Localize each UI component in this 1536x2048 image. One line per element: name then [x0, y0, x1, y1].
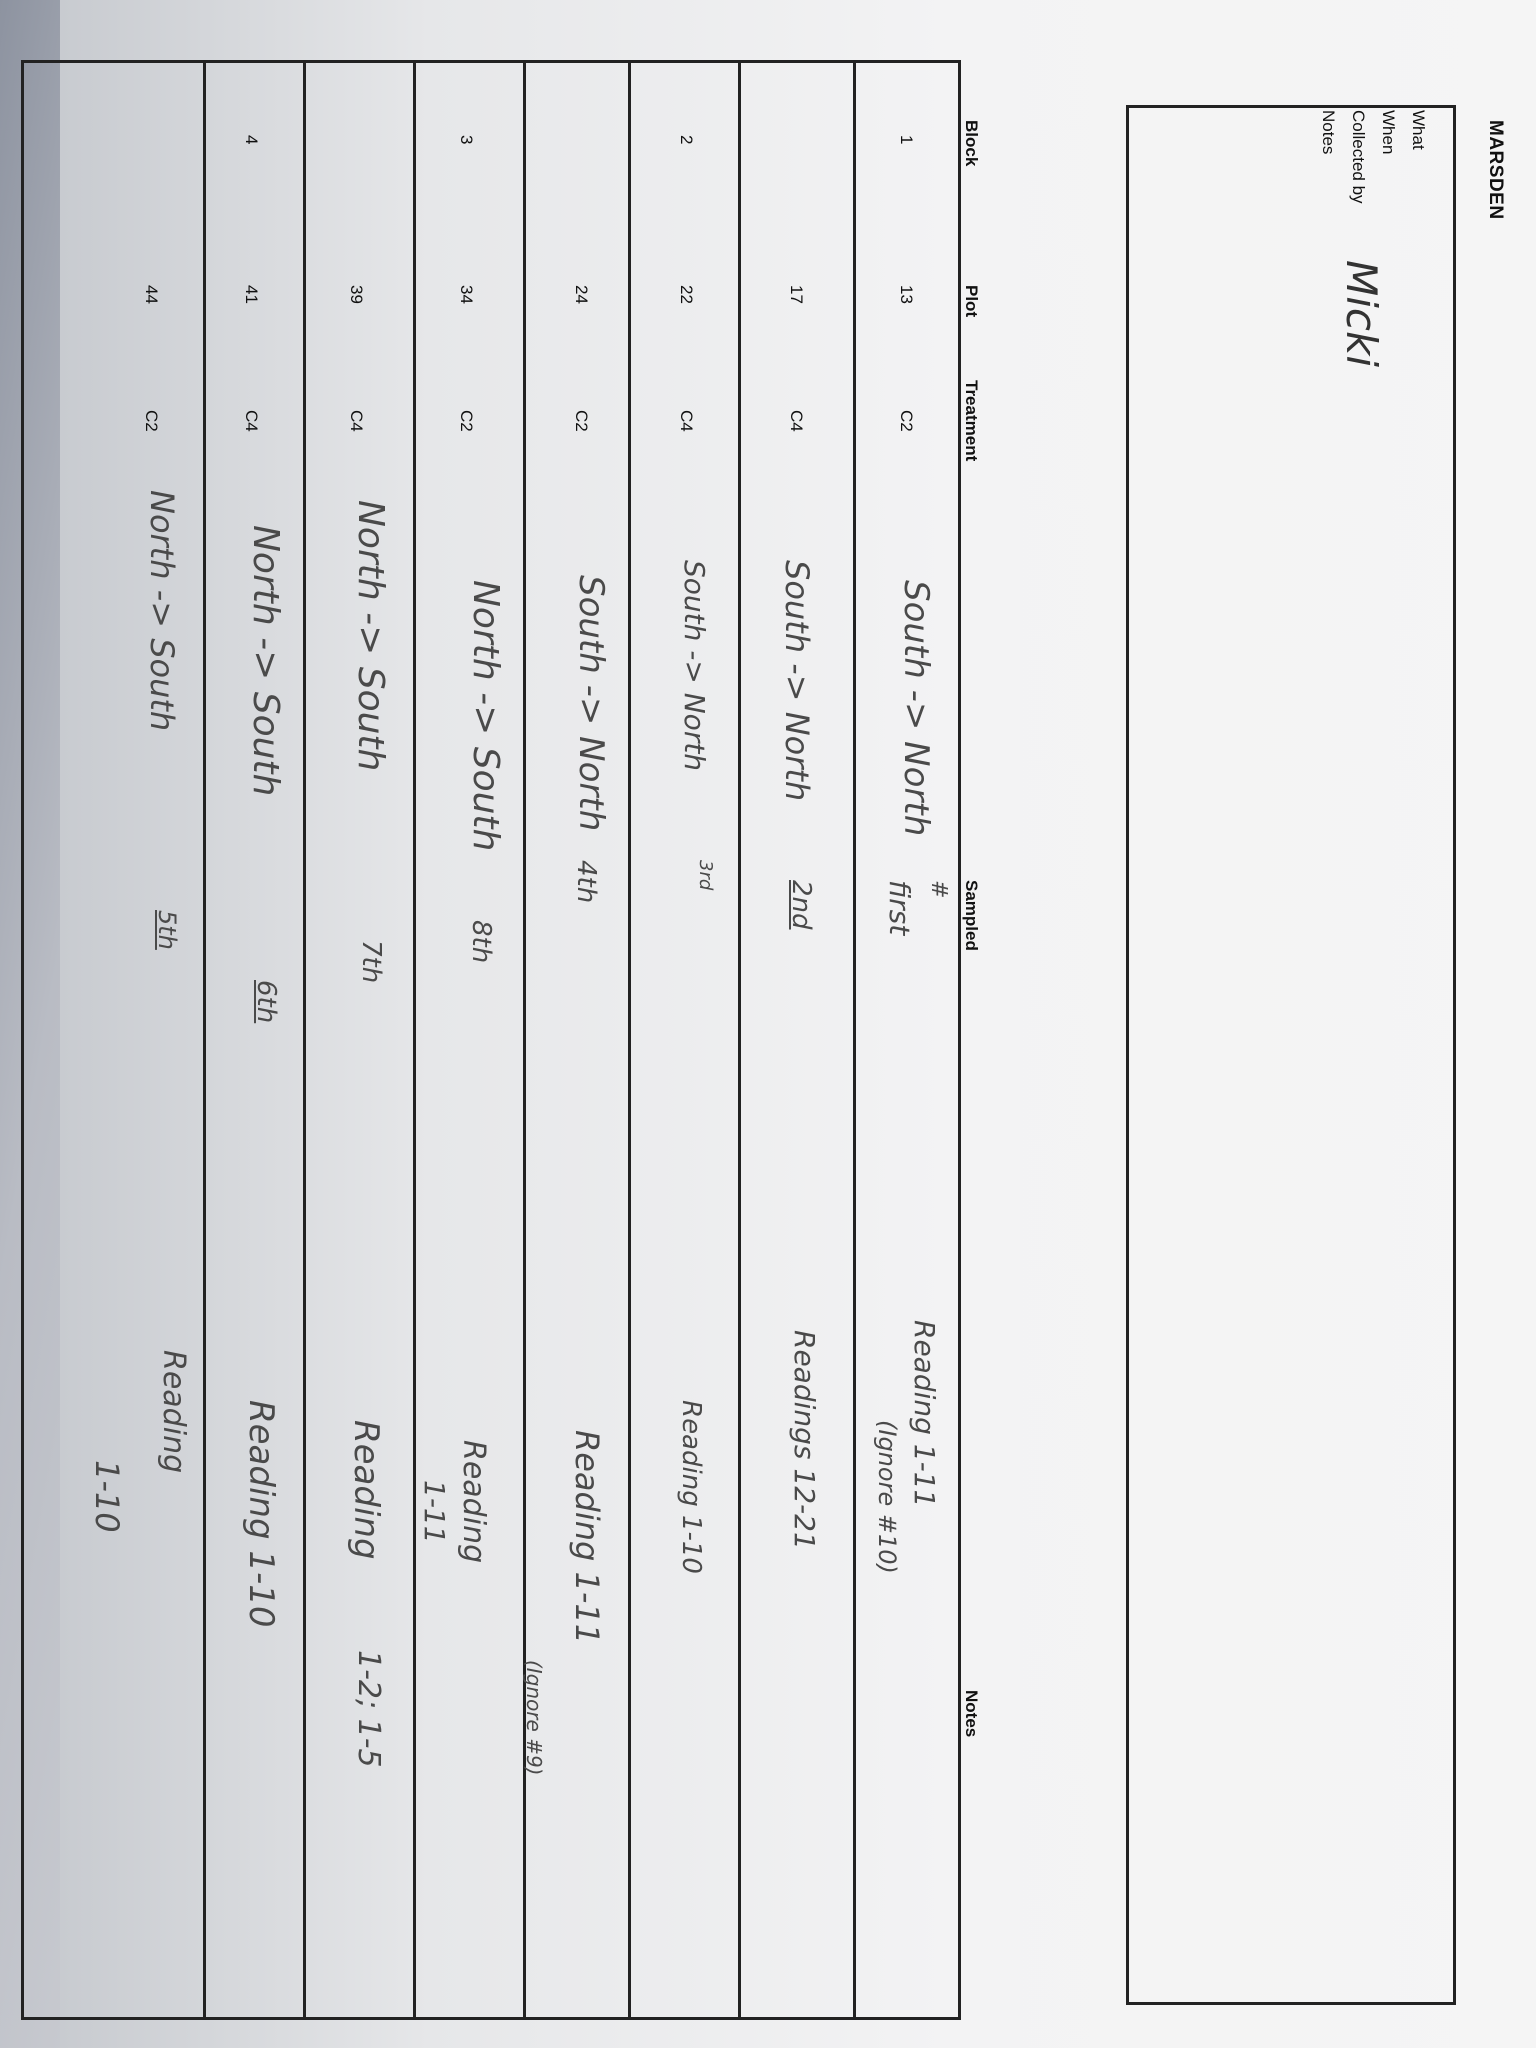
row2-notes: Readings 12-21	[788, 1330, 821, 1550]
row2-order: 2nd	[786, 880, 816, 930]
row2-treatment: C4	[787, 410, 806, 432]
row4-sampled: South -> North	[571, 575, 611, 832]
header-box	[1126, 105, 1456, 2005]
row5-notes2: 1-11	[418, 1480, 451, 1544]
row6-plot: 39	[347, 285, 366, 304]
row3-block: 2	[677, 135, 696, 145]
row8-notes: Reading	[156, 1350, 191, 1474]
row7-notes: Reading 1-10	[241, 1400, 281, 1628]
row4-treatment: C2	[572, 410, 591, 432]
row1-treatment: C2	[897, 410, 916, 432]
row-divider	[738, 60, 741, 2020]
row1-block: 1	[897, 135, 916, 145]
row4-notes: Reading 1-11	[568, 1430, 606, 1645]
row5-plot: 34	[457, 285, 476, 304]
row1-notes: Reading 1-11	[908, 1320, 941, 1508]
collected-by-value: Micki	[1337, 260, 1386, 367]
row5-block: 3	[457, 135, 476, 145]
row-divider	[628, 60, 631, 2020]
row3-notes: Reading 1-10	[676, 1400, 706, 1574]
header-treatment: Treatment	[962, 380, 981, 462]
row3-order: 3rd	[695, 860, 716, 891]
when-label: When	[1379, 110, 1398, 155]
row5-treatment: C2	[457, 410, 476, 432]
row-divider	[203, 60, 206, 2020]
row-divider	[853, 60, 856, 2020]
row1-sampled: South -> North	[896, 580, 936, 837]
header-notes: Notes	[962, 1690, 981, 1738]
row1-notes2: (Ignore #10)	[873, 1420, 901, 1574]
row6-sampled: North -> South	[350, 500, 391, 772]
row6-notes: Reading	[346, 1420, 386, 1560]
row4-notes2: (Ignore #9)	[522, 1660, 546, 1776]
row5-sampled: North -> South	[465, 580, 506, 852]
row3-plot: 22	[677, 285, 696, 304]
row2-sampled: South -> North	[778, 560, 816, 802]
row4-plot: 24	[572, 285, 591, 304]
row-divider	[303, 60, 306, 2020]
row-divider	[413, 60, 416, 2020]
row6-order: 7th	[356, 940, 386, 984]
row7-plot: 41	[242, 285, 261, 304]
row3-sampled: South -> North	[678, 560, 711, 772]
row8-treatment: C2	[142, 410, 161, 432]
samples-table	[21, 60, 961, 2020]
row8-notes2: 1-10	[88, 1460, 126, 1533]
header-block: Block	[962, 120, 981, 167]
row8-plot: 44	[142, 285, 161, 304]
header-sampled: Sampled	[962, 880, 981, 951]
collected-by-label: Collected by	[1349, 110, 1368, 204]
row8-order: 5th	[153, 910, 181, 950]
row7-sampled: North -> South	[245, 525, 286, 797]
row7-treatment: C4	[242, 410, 261, 432]
row7-block: 4	[242, 135, 261, 145]
row3-treatment: C4	[677, 410, 696, 432]
row1-order: first	[883, 880, 916, 936]
row4-order: 4th	[571, 860, 601, 904]
row6-treatment: C4	[347, 410, 366, 432]
what-label: What	[1409, 110, 1428, 150]
row7-order: 6th	[251, 980, 281, 1024]
row1-plot: 13	[897, 285, 916, 304]
form-title: MARSDEN	[1485, 120, 1506, 220]
notes-label: Notes	[1319, 110, 1338, 155]
header-plot: Plot	[962, 285, 981, 318]
row5-order: 8th	[466, 920, 496, 964]
row5-notes: Reading	[456, 1440, 491, 1564]
row1-mark: #	[926, 880, 951, 899]
row8-sampled: North -> South	[143, 490, 181, 732]
row2-plot: 17	[787, 285, 806, 304]
row6-notes2: 1-2; 1-5	[351, 1650, 386, 1768]
